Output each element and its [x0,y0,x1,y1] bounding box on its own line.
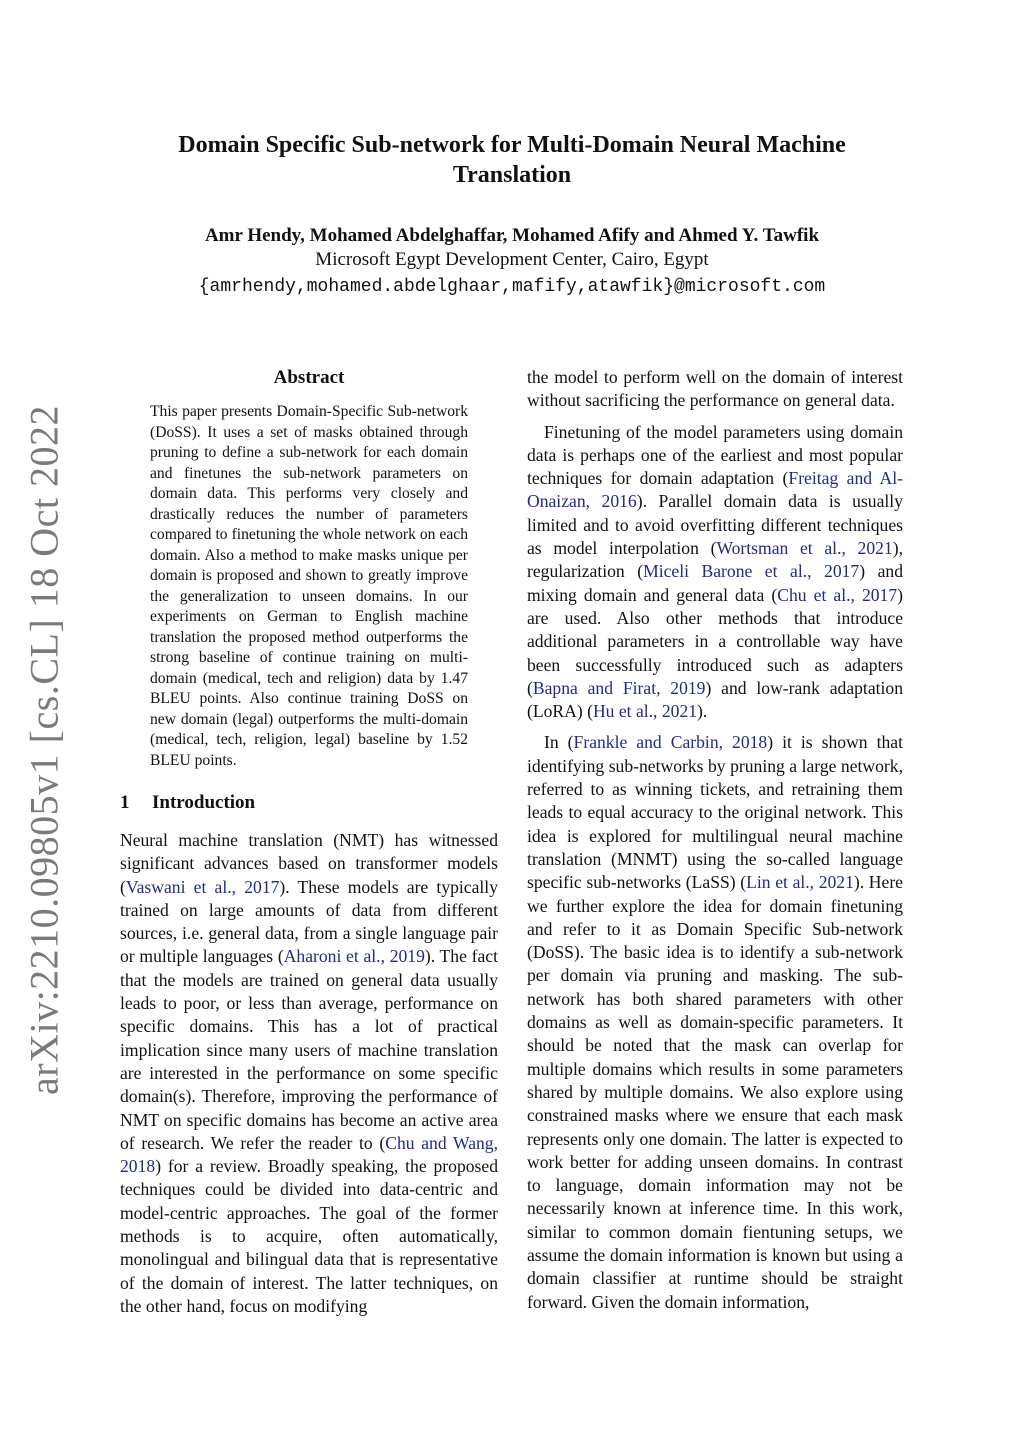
affiliation: Microsoft Egypt Development Center, Cairo, Egypt [315,249,709,270]
text-run: In ( [544,732,574,753]
citation-link[interactable]: Freitag and Al-Onaizan, 2016 [527,468,903,512]
text-run: ). [697,701,708,722]
section-title: Introduction [152,792,256,813]
intro-paragraph-3 [527,731,903,1313]
section-number: 1 [120,792,130,813]
text-run: ). Here we further explore the idea for domain finetuning and refer to it as Domain Specific Sub-network (DoSS). The basic idea is to identify a sub-network per domain via pruning and masking. The sub-network has both shared parameters with other domains as well as domain-specific parameters. It should be noted that the mask can overlap for multiple domains which results in some parameters shared by multiple domains. We also explore using constrained masks where we ensure that each mask represents only one domain. The latter is expected to work better for adding unseen domains. In contrast to language, domain information may not be necessarily known at inference time. In this work, similar to common domain fientuning setups, we assume the domain information is known but using a domain classifier at runtime should be straight forward. Given the domain information, [527,872,903,1312]
intro-paragraph-continued: the model to perform well on the domain of interest without sacrificing the performance on general data. [527,367,903,411]
author-list: Amr Hendy, Mohamed Abdelghaffar, Mohamed Afify and Ahmed Y. Tawfik [204,225,820,246]
text-run: ). Parallel domain data is usually limited and to avoid overfitting different techniques as model interpolation ( [527,491,903,559]
citation-link[interactable]: Lin et al., 2021 [746,872,854,893]
arxiv-side-stamp: arXiv:2210.09805v1 [cs.CL] 18 Oct 2022 [21,404,67,1096]
citation-link[interactable]: Hu et al., 2021 [592,701,698,722]
citation-link[interactable]: Chu et al., 2017 [777,584,898,605]
text-run: ). These models are typically trained on large amounts of data from different sources, i.e. general data, from a single language pair or multiple languages ( [120,876,498,967]
abstract-text: This paper presents Domain-Specific Sub-network (DoSS). It uses a set of masks obtained through pruning to define a sub-network for each domain and finetunes the sub-network parameters on domain data. This performs very closely and drastically reduces the number of parameters compared to finetuning the whole network on each domain. Also a method to make masks unique per domain is proposed and shown to greatly improve the generalization to unseen domains. In our experiments on German to English machine translation the proposed method outperforms the strong baseline of continue training on multi-domain (medical, tech and religion) data by 1.47 BLEU points. Also continue training DoSS on new domain (legal) outperforms the multi-domain (medical, tech, religion, legal) baseline by 1.52 BLEU points. [150,403,468,769]
intro-paragraph-2 [527,421,903,724]
text-run: ) are used. Also other methods that introduce additional parameters in a controllable way have been successfully introduced such as adapters ( [527,584,903,698]
paper-title: Domain Specific Sub-network for Multi-Domain Neural Machine Translation [178,132,846,188]
author-emails: {amrhendy,mohamed.abdelghaar,mafify,atawfik}@microsoft.com [198,277,826,297]
text-run: ). The fact that the models are trained on general data usually leads to poor, or less than average, performance on specific domains. This has a lot of practical implication since many users of machine translation are interested in the performance on some specific domain(s). Therefore, improving the performance of NMT on specific domains has become an active area of research. We refer the reader to ( [120,946,498,1153]
text-run: ) and low-rank adaptation (LoRA) ( [527,677,903,722]
citation-link[interactable]: Frankle and Carbin, 2018 [573,732,768,753]
citation-link[interactable]: Chu and Wang, 2018 [120,1132,498,1177]
citation-link[interactable]: Vaswani et al., 2017 [125,876,280,897]
section-heading-introduction [120,791,498,815]
citation-link[interactable]: Bapna and Firat, 2019 [532,677,706,698]
text-run: ) it is shown that identifying sub-networks by pruning a large network, referred to as winning tickets, and retraining them leads to equal accuracy to the original network. This idea is explored for multilingual neural machine translation (MNMT) using the so-called language specific sub-networks (LaSS) ( [527,732,904,893]
text-run: ), regularization ( [527,538,903,582]
citation-link[interactable]: Wortsman et al., 2021 [716,538,893,559]
text-run: Finetuning of the model parameters using domain data is perhaps one of the earliest and most popular techniques for domain adaptation ( [527,421,903,489]
abstract-heading: Abstract [273,367,345,388]
text-run: ) and mixing domain and general data ( [527,561,903,605]
right-column [527,366,903,1314]
left-column [120,366,498,1318]
citation-link[interactable]: Miceli Barone et al., 2017 [643,561,860,582]
paper-header [120,130,904,300]
citation-link[interactable]: Aharoni et al., 2019 [283,946,425,967]
intro-paragraph-1 [120,829,498,1318]
text-run: Neural machine translation (NMT) has witnessed significant advances based on transformer models ( [120,830,498,897]
text-run: ) for a review. Broadly speaking, the proposed techniques could be divided into data-centric and model-centric approaches. The goal of the former methods is to acquire, often automatically, monolingual and bilingual data that is representative of the domain of interest. The latter techniques, on the other hand, focus on modifying [120,1156,498,1316]
